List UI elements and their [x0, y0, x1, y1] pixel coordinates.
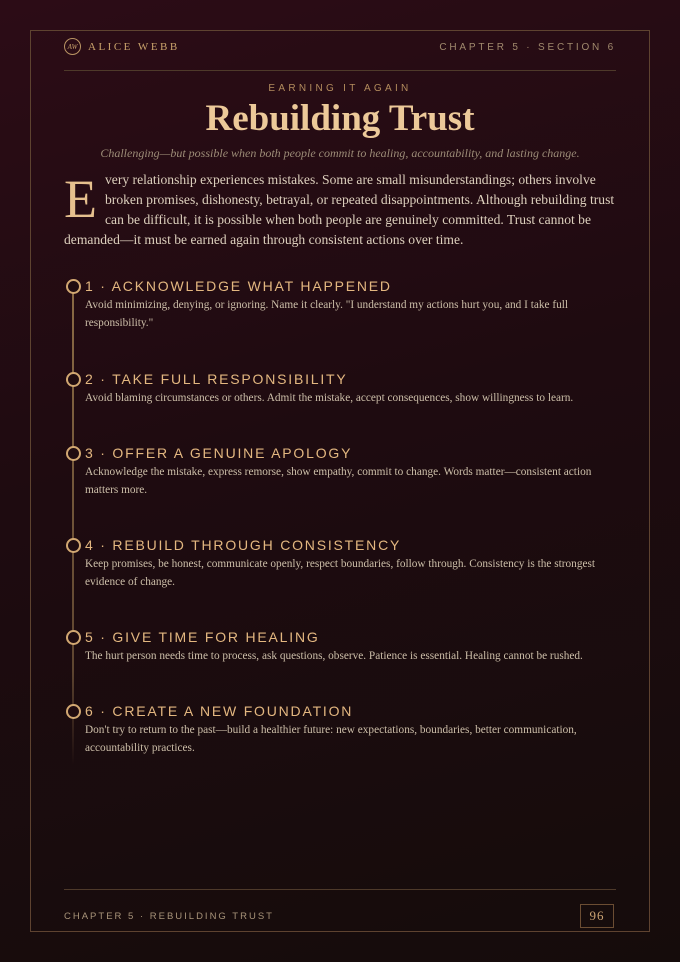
drop-cap: E	[64, 169, 97, 229]
monogram-icon: AW	[64, 38, 81, 55]
footer-divider	[64, 889, 616, 890]
step-title: 3 · OFFER A GENUINE APOLOGY	[85, 445, 353, 461]
timeline-dot-icon	[66, 446, 81, 461]
author-logo	[64, 38, 180, 55]
timeline-dot-icon	[66, 538, 81, 553]
chapter-section-label: CHAPTER 5 · SECTION 6	[439, 42, 616, 53]
step-title: 1 · ACKNOWLEDGE WHAT HAPPENED	[85, 278, 392, 294]
running-header	[64, 38, 616, 58]
timeline-dot-icon	[66, 704, 81, 719]
step-description: Avoid minimizing, denying, or ignoring. Name it clearly. "I understand my actions hurt you, and I take full responsibility."	[85, 299, 569, 329]
intro-text: very relationship experiences mistakes. Some are small misunderstandings; others involve broken promises, dishonesty, betrayal, or repeated disappointments. Although rebuilding trust can be difficult, it is possible when both people are genuinely committed. Trust cannot be demanded—it must be earned again through consistent actions over time.	[64, 172, 615, 247]
page-subtitle: Challenging—but possible when both people commit to healing, accountability, and lasting change.	[100, 146, 580, 160]
header-divider	[64, 70, 616, 71]
running-footer: CHAPTER 5 · REBUILDING TRUST	[64, 911, 274, 922]
page-title: Rebuilding Trust	[205, 98, 475, 139]
author-name: ALICE WEBB	[88, 40, 180, 53]
timeline-dot-icon	[66, 372, 81, 387]
intro-paragraph	[64, 170, 616, 250]
section-eyebrow: EARNING IT AGAIN	[268, 83, 412, 94]
timeline-dot-icon	[66, 630, 81, 645]
step-description: Acknowledge the mistake, express remorse, show empathy, commit to change. Words matter—consistent action matters more.	[85, 466, 592, 496]
step-title: 2 · TAKE FULL RESPONSIBILITY	[85, 371, 348, 387]
step-description: Keep promises, be honest, communicate openly, respect boundaries, follow through. Consistency is the strongest evidence of change.	[85, 558, 596, 588]
page-number: 96	[580, 904, 614, 928]
timeline-dot-icon	[66, 279, 81, 294]
step-title: 4 · REBUILD THROUGH CONSISTENCY	[85, 537, 402, 553]
step-description: The hurt person needs time to process, ask questions, observe. Patience is essential. Healing cannot be rushed.	[85, 650, 583, 662]
step-description: Avoid blaming circumstances or others. Admit the mistake, accept consequences, show willingness to learn.	[85, 392, 574, 404]
timeline-line	[72, 288, 74, 765]
step-description: Don't try to return to the past—build a healthier future: new expectations, boundaries, better communication, accountability practices.	[85, 724, 577, 754]
step-title: 5 · GIVE TIME FOR HEALING	[85, 629, 320, 645]
step-title: 6 · CREATE A NEW FOUNDATION	[85, 703, 354, 719]
